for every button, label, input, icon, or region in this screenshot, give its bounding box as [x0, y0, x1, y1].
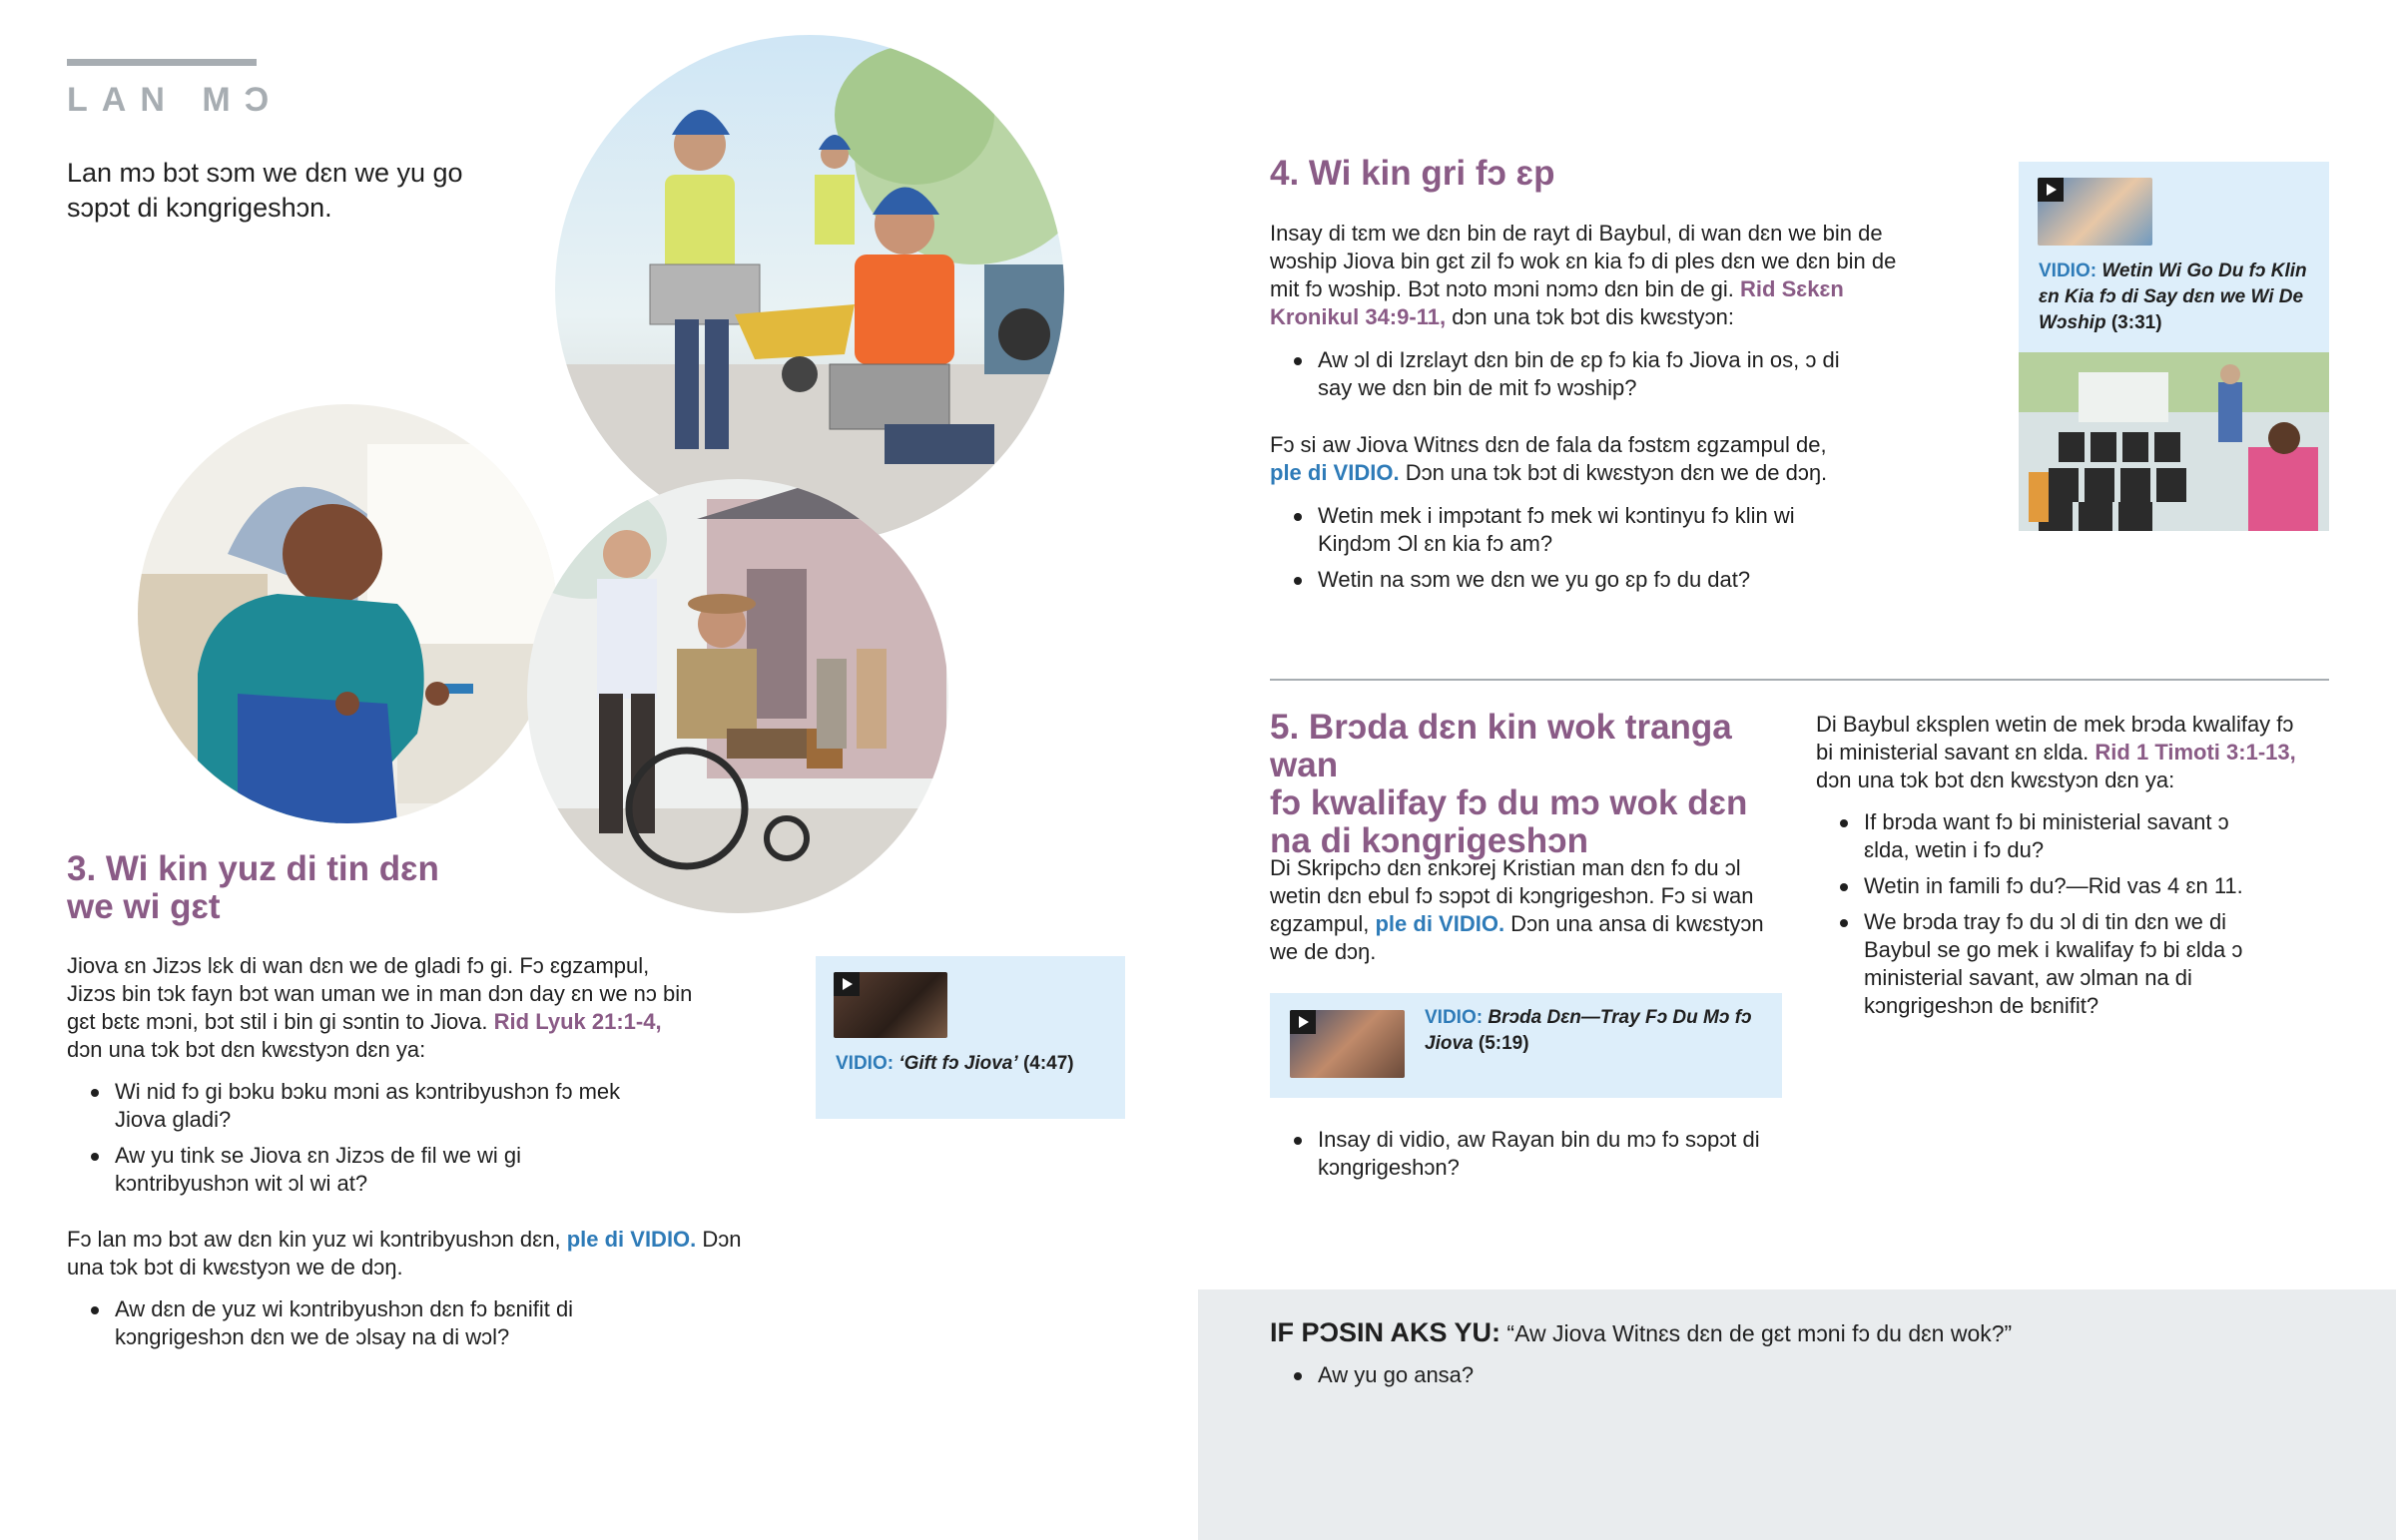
- s5-body-after: Dɔn una ansa di kwɛstyɔn we de dɔŋ.: [1270, 911, 1764, 964]
- s4-video-label: VIDIO:: [2039, 260, 2097, 281]
- s5-questions-2: [1816, 808, 2275, 1028]
- s5-right-body-after: dɔn una tɔk bɔt dɛn kwɛstyɔn dɛn ya:: [1816, 768, 2175, 792]
- s5-video-title: Brɔda Dɛn—Tray Fɔ Du Mɔ fɔ Jiova: [1425, 1007, 1752, 1054]
- s4-question-2: Wetin mek i impɔtant fɔ mek wi kɔntinyu fɔ klin wi Kiŋdɔm Ɔl ɛn kia fɔ am?: [1270, 502, 1849, 558]
- s3-body-2: [67, 1226, 766, 1282]
- play-icon[interactable]: [834, 972, 860, 996]
- play-icon[interactable]: [1290, 1010, 1316, 1034]
- footer-quote: “Aw Jiova Witnɛs dɛn de gɛt mɔni fɔ du dɛn wok?”: [1506, 1320, 2013, 1346]
- s3-questions-1: [67, 1078, 626, 1206]
- s4-questions-2: [1270, 502, 1849, 602]
- kingdom-hall-cleaning-photo: [2019, 352, 2329, 531]
- s3-question-1: Wi nid fɔ gi bɔku bɔku mɔni as kɔntribyushɔn fɔ mek Jiova gladi?: [67, 1078, 626, 1134]
- s3-video-caption: [836, 1051, 1115, 1077]
- footer-line: [1270, 1316, 2368, 1349]
- section-intro: Lan mɔ bɔt sɔm we dɛn we yu go sɔpɔt di kɔngrigeshɔn.: [67, 158, 463, 223]
- s4-video-title: Wetin Wi Go Du fɔ Klin ɛn Kia fɔ di Say dɛn we Wi De Wɔship: [2039, 260, 2307, 333]
- s5-heading: [1270, 709, 1809, 860]
- s4-heading: 4. Wi kin gri fɔ ɛp: [1270, 154, 1555, 193]
- s3-body-after: dɔn una tɔk bɔt dɛn kwɛstyɔn dɛn ya:: [67, 1037, 426, 1062]
- s4-question-1: Aw ɔl di Izrɛlayt dɛn bin de ɛp fɔ kia fɔ Jiova in os, ɔ di say we dɛn bin de mit fɔ wɔship?: [1270, 346, 1869, 402]
- s5-video-label: VIDIO:: [1425, 1007, 1484, 1028]
- s5-questions-1: [1270, 1126, 1809, 1190]
- s3-scripture-ref[interactable]: Rid Lyuk 21:1-4,: [493, 1009, 662, 1034]
- s4-question-3: Wetin na sɔm we dɛn we yu go ɛp fɔ du dat?: [1270, 566, 1849, 594]
- section-rule: [67, 59, 257, 66]
- s3-play-video-link[interactable]: ple di VIDIO.: [566, 1227, 697, 1252]
- s5-right-question-3: We brɔda tray fɔ du ɔl di tin dɛn we di Baybul se go mek i kwalifay fɔ bi ɛlda ɔ ministerial savant, aw ɔlman na di kɔngrigeshɔn de bɛnifit?: [1816, 908, 2275, 1020]
- s5-heading-line2: fɔ kwalifay fɔ du mɔ wok dɛn: [1270, 783, 1748, 822]
- s4-video-box[interactable]: [2019, 162, 2329, 531]
- footer-label: IF PƆSIN AKS YU:: [1270, 1317, 1501, 1347]
- s4-body-text: Insay di tɛm we dɛn bin de rayt di Baybul, di wan dɛn we bin de wɔship Jiova bin gɛt zil fɔ wok ɛn kia fɔ di ples dɛn we dɛn bin de mit fɔ wɔship. Bɔt nɔto mɔni nɔmɔ dɛn bin de gi.: [1270, 221, 1897, 301]
- wheelchair-illustration: [527, 479, 948, 913]
- s3-video-thumbnail[interactable]: [834, 972, 947, 1038]
- s4-body2-after: Dɔn una tɔk bɔt di kwɛstyɔn dɛn we de dɔŋ.: [1399, 460, 1828, 485]
- s3-video-duration: (4:47): [1022, 1053, 1074, 1074]
- s4-body-after: dɔn una tɔk bɔt dis kwɛstyɔn:: [1446, 304, 1734, 329]
- s4-body: [1270, 220, 1919, 331]
- construction-illustration: [555, 35, 1064, 544]
- footer-questions: [1270, 1361, 1969, 1397]
- s5-right-body-text: Di Baybul ɛksplen wetin de mek brɔda kwalifay fɔ bi ministerial savant ɛn ɛlda.: [1816, 712, 2294, 765]
- s4-video-thumbnail[interactable]: [2038, 178, 2152, 246]
- s4-questions-1: [1270, 346, 1869, 410]
- s3-video-label: VIDIO:: [836, 1053, 895, 1074]
- s5-right-question-2: Wetin in famili fɔ du?—Rid vas 4 ɛn 11.: [1816, 872, 2275, 900]
- s3-body2-text: Fɔ lan mɔ bɔt aw dɛn kin yuz wi kɔntribyushɔn dɛn,: [67, 1227, 567, 1252]
- s5-video-thumbnail[interactable]: [1290, 1010, 1405, 1078]
- s5-heading-line1: 5. Brɔda dɛn kin wok tranga wan: [1270, 708, 1732, 784]
- s3-body2-after: Dɔn una tɔk bɔt di kwɛstyɔn we de dɔŋ.: [67, 1227, 742, 1280]
- s3-body: [67, 952, 698, 1064]
- donation-illustration: [138, 404, 557, 823]
- s5-video-caption: [1425, 1005, 1769, 1057]
- s4-scripture-ref[interactable]: Rid Sɛkɛn Kronikul 34:9-11,: [1270, 276, 1844, 329]
- s5-play-video-link[interactable]: ple di VIDIO.: [1375, 911, 1505, 936]
- section-divider: [1270, 679, 2329, 681]
- s5-body: [1270, 854, 1789, 966]
- s4-play-video-link[interactable]: ple di VIDIO.: [1270, 460, 1400, 485]
- s4-body-2: [1270, 431, 1919, 487]
- s4-body2-text: Fɔ si aw Jiova Witnɛs dɛn de fala da fɔstɛm ɛgzampul de,: [1270, 432, 1827, 457]
- s4-video-caption: [2039, 258, 2323, 336]
- s5-video-box[interactable]: [1270, 993, 1782, 1098]
- s3-heading-line2: we wi gɛt: [67, 887, 221, 926]
- s3-body-text: Jiova ɛn Jizɔs lɛk di wan dɛn we de gladi fɔ gi. Fɔ ɛgzampul, Jizɔs bin tɔk fayn bɔt wan uman we in man dɔn day ɛn we nɔ bin gɛt bɛtɛ mɔni, bɔt stil i bin gi sɔntin to Jiova.: [67, 953, 693, 1034]
- s3-video-box[interactable]: [816, 956, 1125, 1119]
- s5-right-body: [1816, 711, 2305, 794]
- s5-right-question-1: If brɔda want fɔ bi ministerial savant ɔ ɛlda, wetin i fɔ du?: [1816, 808, 2275, 864]
- s5-scripture-ref[interactable]: Rid 1 Timoti 3:1-13,: [2095, 740, 2296, 765]
- s5-heading-line3: na di kɔngrigeshɔn: [1270, 821, 1588, 860]
- s5-body-text: Di Skripchɔ dɛn ɛnkɔrej Kristian man dɛn fɔ du ɔl wetin dɛn ebul fɔ sɔpɔt di kɔngrigeshɔn. Fɔ si wan ɛgzampul,: [1270, 855, 1754, 936]
- s3-question-2: Aw yu tink se Jiova ɛn Jizɔs de fil we wi gi kɔntribyushɔn wit ɔl wi at?: [67, 1142, 626, 1198]
- s3-questions-2: [67, 1295, 666, 1359]
- footer-question-1: Aw yu go ansa?: [1270, 1361, 1969, 1389]
- s4-video-duration: (3:31): [2110, 312, 2162, 333]
- section-label: LAN MƆ: [67, 81, 284, 119]
- s3-heading: [67, 850, 486, 926]
- s5-video-duration: (5:19): [1478, 1033, 1529, 1054]
- footer-box: [1198, 1289, 2396, 1540]
- play-icon[interactable]: [2038, 178, 2064, 202]
- s3-question-3: Aw dɛn de yuz wi kɔntribyushɔn dɛn fɔ bɛnifit di kɔngrigeshɔn dɛn we de ɔlsay na di wɔl?: [67, 1295, 666, 1351]
- s5-question-1: Insay di vidio, aw Rayan bin du mɔ fɔ sɔpɔt di kɔngrigeshɔn?: [1270, 1126, 1809, 1182]
- s3-heading-line1: 3. Wi kin yuz di tin dɛn: [67, 849, 439, 888]
- s3-video-title: ‘Gift fɔ Jiova’: [898, 1053, 1018, 1074]
